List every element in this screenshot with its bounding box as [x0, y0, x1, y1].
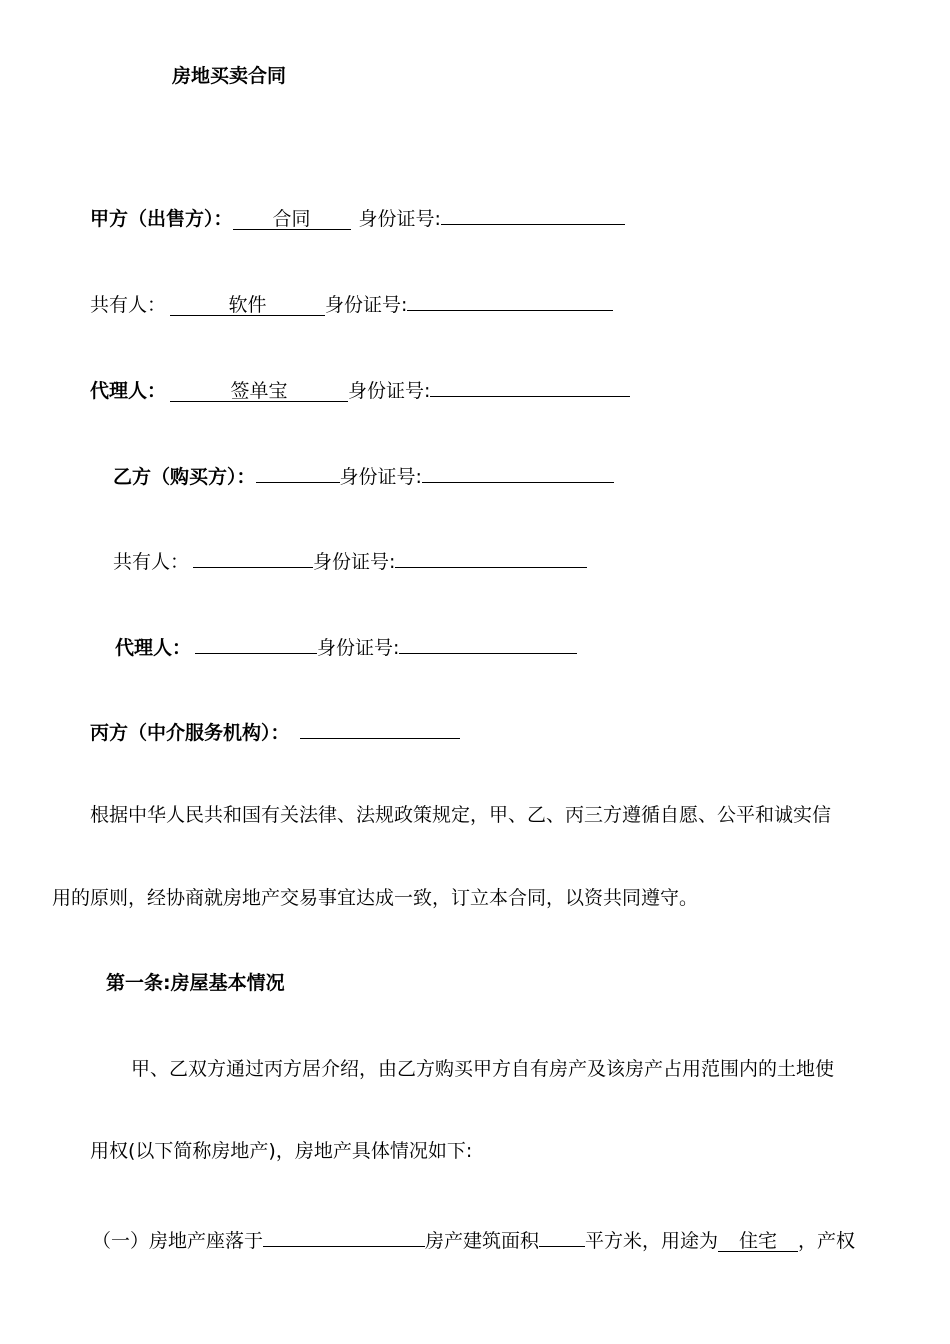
property-use-field[interactable]: 住宅 — [718, 1230, 798, 1252]
party-a-co-owner-id-field[interactable] — [407, 289, 613, 311]
party-a-id-field[interactable] — [441, 203, 625, 225]
party-a-name-field[interactable]: 合同 — [233, 208, 351, 230]
party-a-label: 甲方（出售方）： — [90, 208, 233, 230]
article-1-heading: 第一条:房屋基本情况 — [106, 972, 285, 994]
party-b-co-owner-row — [113, 546, 587, 574]
party-b-agent-label: 代理人： — [115, 637, 192, 659]
article-1-para-line-1: 甲、乙双方通过丙方居介绍，由乙方购买甲方自有房产及该房产占用范围内的土地使 — [131, 1058, 835, 1080]
party-a-agent-row — [90, 375, 630, 403]
item-1-suffix: ，产权 — [798, 1230, 856, 1252]
party-a-co-owner-id-label: 身份证号: — [325, 294, 408, 316]
party-a-row — [90, 203, 625, 231]
item-1-prefix: （一）房地产座落于 — [92, 1230, 264, 1252]
party-b-agent-row — [115, 632, 577, 660]
property-location-field[interactable] — [263, 1225, 425, 1247]
party-c-row — [90, 717, 460, 745]
item-1-area-label: 房产建筑面积 — [425, 1230, 540, 1252]
item-1-unit: 平方米，用途为 — [585, 1230, 719, 1252]
party-a-agent-label: 代理人： — [90, 380, 167, 402]
party-a-co-owner-field[interactable]: 软件 — [170, 294, 325, 316]
preamble-line-2: 用的原则，经协商就房地产交易事宜达成一致，订立本合同，以资共同遵守。 — [52, 887, 699, 909]
party-b-id-field[interactable] — [422, 461, 614, 483]
party-a-co-owner-label: 共有人： — [90, 294, 167, 316]
party-b-co-owner-label: 共有人： — [113, 551, 190, 573]
party-a-agent-id-field[interactable] — [430, 375, 630, 397]
party-b-co-owner-field[interactable] — [193, 546, 313, 568]
article-1-para-line-2: 用权(以下简称房地产)，房地产具体情况如下: — [90, 1140, 473, 1162]
article-1-item-1 — [92, 1225, 855, 1253]
party-b-co-owner-id-field[interactable] — [395, 546, 587, 568]
building-area-field[interactable] — [539, 1225, 585, 1247]
party-b-label: 乙方（购买方）： — [113, 466, 256, 488]
preamble-line-1: 根据中华人民共和国有关法律、法规政策规定，甲、乙、丙三方遵循自愿、公平和诚实信 — [90, 804, 832, 826]
party-b-row — [113, 461, 614, 489]
party-a-agent-id-label: 身份证号: — [348, 380, 431, 402]
party-b-id-label: 身份证号: — [339, 466, 422, 488]
party-c-label: 丙方（中介服务机构）： — [90, 722, 290, 744]
party-c-name-field[interactable] — [300, 717, 460, 739]
party-b-co-owner-id-label: 身份证号: — [313, 551, 396, 573]
party-b-agent-id-label: 身份证号: — [317, 637, 400, 659]
party-b-agent-field[interactable] — [195, 632, 317, 654]
party-b-name-field[interactable] — [256, 461, 340, 483]
party-a-id-label: 身份证号: — [358, 208, 441, 230]
party-b-agent-id-field[interactable] — [399, 632, 577, 654]
page-title: 房地买卖合同 — [172, 65, 287, 87]
party-a-co-owner-row — [90, 289, 613, 317]
party-a-agent-field[interactable]: 签单宝 — [170, 380, 348, 402]
